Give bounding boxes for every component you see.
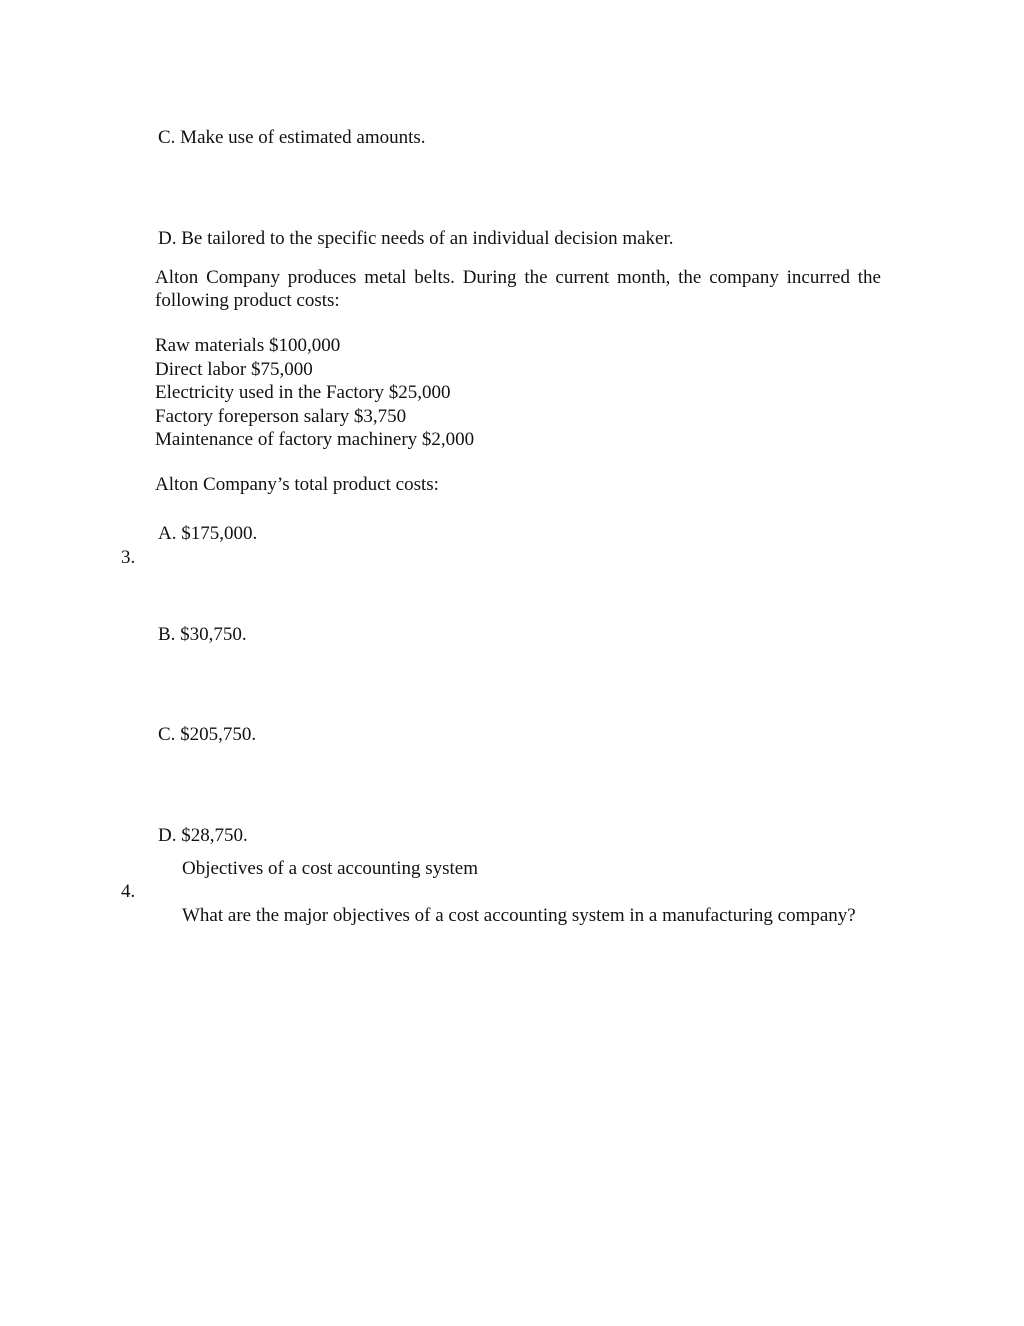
q3-option-a: A. $175,000. <box>158 523 258 544</box>
q3-intro: Alton Company produces metal belts. During the current month, the company incurred the following product costs: <box>155 267 881 311</box>
q3-number: 3. <box>121 547 136 568</box>
q2-option-d: D. Be tailored to the specific needs of an individual decision maker. <box>158 228 674 249</box>
q3-cost-list <box>155 334 474 452</box>
cost-item-direct-labor: Direct labor $75,000 <box>155 358 313 380</box>
cost-item-raw-materials: Raw materials $100,000 <box>155 335 341 356</box>
q4-title: Objectives of a cost accounting system <box>182 858 479 879</box>
q3-question: Alton Company’s total product costs: <box>155 474 439 495</box>
q3-option-b: B. $30,750. <box>158 624 247 645</box>
cost-item-foreperson-salary: Factory foreperson salary $3,750 <box>155 405 407 427</box>
q3-option-d: D. $28,750. <box>158 825 248 846</box>
cost-item-maintenance: Maintenance of factory machinery $2,000 <box>155 429 475 450</box>
q4-question: What are the major objectives of a cost accounting system in a manufacturing company? <box>182 905 856 926</box>
q3-option-c: C. $205,750. <box>158 724 257 745</box>
q4-number: 4. <box>121 881 136 902</box>
q2-option-c: C. Make use of estimated amounts. <box>158 127 426 148</box>
cost-item-electricity: Electricity used in the Factory $25,000 <box>155 382 451 403</box>
